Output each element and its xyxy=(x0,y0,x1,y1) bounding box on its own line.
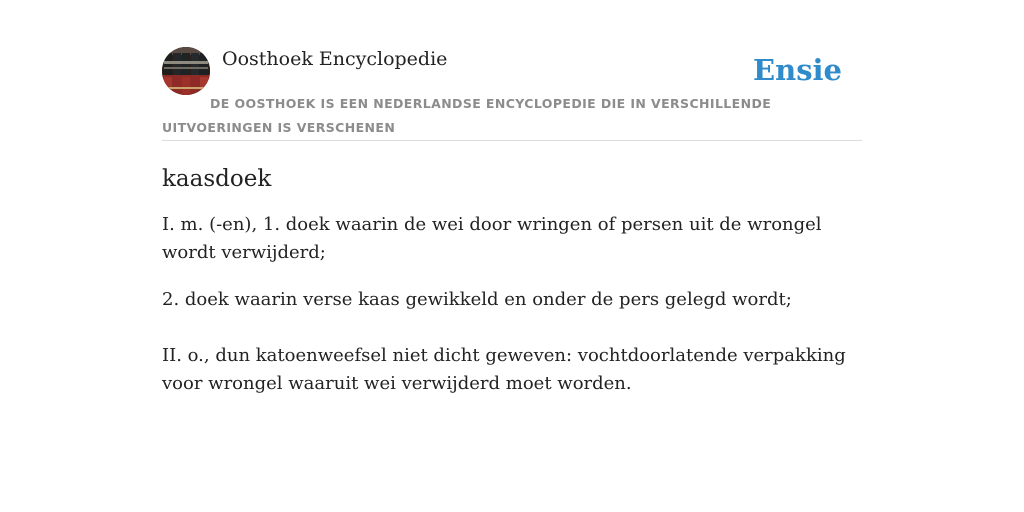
source-header xyxy=(162,46,862,141)
entry-content xyxy=(162,162,862,398)
entry-headword: kaasdoek xyxy=(162,166,272,192)
source-description: DE OOSTHOEK IS EEN NEDERLANDSE ENCYCLOPEDIE DIE IN VERSCHILLENDE UITVOERINGEN IS VERSCHENEN xyxy=(162,96,772,135)
book-volumes-icon xyxy=(162,47,210,95)
definition-item: 2. doek waarin verse kaas gewikkeld en onder de pers gelegd wordt; xyxy=(162,289,792,310)
ensie-logo-link[interactable]: Ensie xyxy=(753,53,842,87)
definition-item: I. m. (-en), 1. doek waarin de wei door wringen of persen uit de wrongel wordt verwijderd; xyxy=(162,214,822,263)
source-avatar[interactable] xyxy=(162,47,210,95)
source-title[interactable]: Oosthoek Encyclopedie xyxy=(222,48,448,70)
definition-item: II. o., dun katoenweefsel niet dicht geweven: vochtdoorlatende verpakking voor wrongel waaruit wei verwijderd moet worden. xyxy=(162,345,846,394)
